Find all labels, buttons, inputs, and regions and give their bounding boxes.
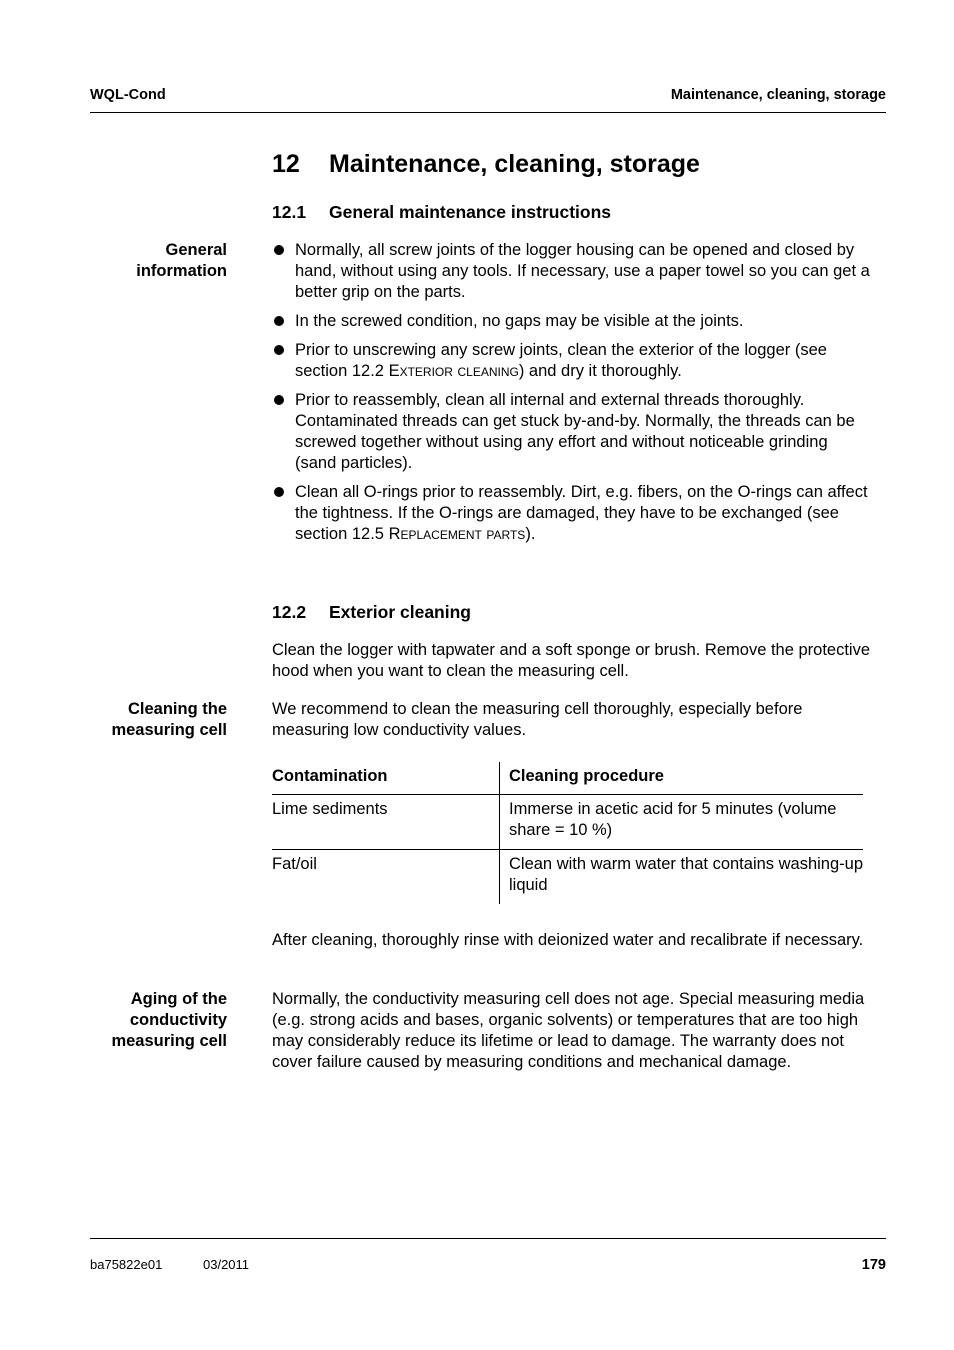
aging-text: Normally, the conductivity measuring cell does not age. Special measuring media (e.g. strong acids and bases, organic solvents) or temperatures that are too high may considerably reduce its lifetime or lead to damage. The warranty does not cover failure caused by measuring conditions and mechanical damage. <box>272 990 865 1071</box>
section-heading-12-1 <box>272 202 611 223</box>
table-row <box>272 795 863 850</box>
chapter-title-text: Maintenance, cleaning, storage <box>329 150 700 178</box>
bullet-text: Prior to unscrewing any screw joints, clean the exterior of the logger (see section 12.2 <box>295 341 827 380</box>
header-section-title: Maintenance, cleaning, storage <box>670 87 886 103</box>
side-label-line: measuring cell <box>111 1032 227 1050</box>
bullet-item <box>272 482 872 545</box>
bullet-dot-icon <box>274 487 284 497</box>
section-number: 12.1 <box>272 202 307 222</box>
bullet-text: ) and dry it thoroughly. <box>518 362 682 380</box>
table-cell: Lime sediments <box>272 800 388 818</box>
side-label-general-information <box>136 240 227 282</box>
side-label-line: measuring cell <box>111 721 227 739</box>
page-number: 179 <box>861 1257 886 1273</box>
cross-reference: Replacement parts <box>388 525 526 543</box>
table-row <box>272 850 863 905</box>
bullet-text: In the screwed condition, no gaps may be visible at the joints. <box>295 312 744 330</box>
bullet-text: Prior to reassembly, clean all internal and external threads thoroughly. Contaminated threads can get stuck by-and-by. Normally, the threads can be screwed together without using any effort and without noticeable grinding (sand particles). <box>295 391 855 472</box>
bullet-dot-icon <box>274 395 284 405</box>
side-label-line: General <box>165 241 227 259</box>
bullet-text: Normally, all screw joints of the logger housing can be opened and closed by hand, without using any tools. If necessary, use a paper towel so you can get a better grip on the parts. <box>295 241 870 301</box>
after-cleaning-text: After cleaning, thoroughly rinse with deionized water and recalibrate if necessary. <box>272 931 864 949</box>
maintenance-bullet-list <box>272 240 872 553</box>
header-doc-title: WQL-Cond <box>90 87 166 103</box>
table-cell: Clean with warm water that contains washing-up liquid <box>500 850 864 905</box>
column-header-contamination: Contamination <box>272 767 388 785</box>
bullet-item <box>272 390 872 474</box>
side-label-aging <box>111 989 227 1052</box>
bullet-item <box>272 340 872 382</box>
table-cell: Fat/oil <box>272 855 317 873</box>
header-rule <box>90 112 886 113</box>
bullet-dot-icon <box>274 245 284 255</box>
cross-reference: Exterior cleaning <box>388 362 519 380</box>
chapter-title <box>272 150 700 179</box>
table-header-row <box>272 762 863 795</box>
cleaning-measuring-cell-text: We recommend to clean the measuring cell thoroughly, especially before measuring low conductivity values. <box>272 700 803 739</box>
section-number: 12.2 <box>272 602 307 622</box>
footer-date: 03/2011 <box>203 1257 250 1272</box>
section-title: General maintenance instructions <box>329 202 612 222</box>
footer-doc-id: ba75822e01 <box>90 1257 163 1272</box>
bullet-dot-icon <box>274 345 284 355</box>
side-label-line: Aging of the <box>130 990 227 1008</box>
bullet-text: Clean all O-rings prior to reassembly. Dirt, e.g. fibers, on the O-rings can affect the tightness. If the O-rings are damaged, they have to be exchanged (see section 12.5 <box>295 483 868 543</box>
cleaning-procedure-table <box>272 762 863 904</box>
bullet-text: ). <box>525 525 536 543</box>
footer-rule <box>90 1238 886 1239</box>
side-label-line: Cleaning the <box>127 700 227 718</box>
section-title: Exterior cleaning <box>329 602 471 622</box>
bullet-item <box>272 240 872 303</box>
bullet-dot-icon <box>274 316 284 326</box>
section-heading-12-2 <box>272 602 471 623</box>
side-label-line: information <box>136 262 227 280</box>
column-header-cleaning-procedure: Cleaning procedure <box>500 762 864 795</box>
side-label-line: conductivity <box>129 1011 227 1029</box>
table-cell: Immerse in acetic acid for 5 minutes (volume share = 10 %) <box>500 795 864 850</box>
chapter-number: 12 <box>272 150 300 178</box>
exterior-cleaning-intro: Clean the logger with tapwater and a soft sponge or brush. Remove the protective hood when you want to clean the measuring cell. <box>272 641 871 680</box>
side-label-cleaning-measuring-cell <box>111 699 227 741</box>
bullet-item <box>272 311 872 332</box>
